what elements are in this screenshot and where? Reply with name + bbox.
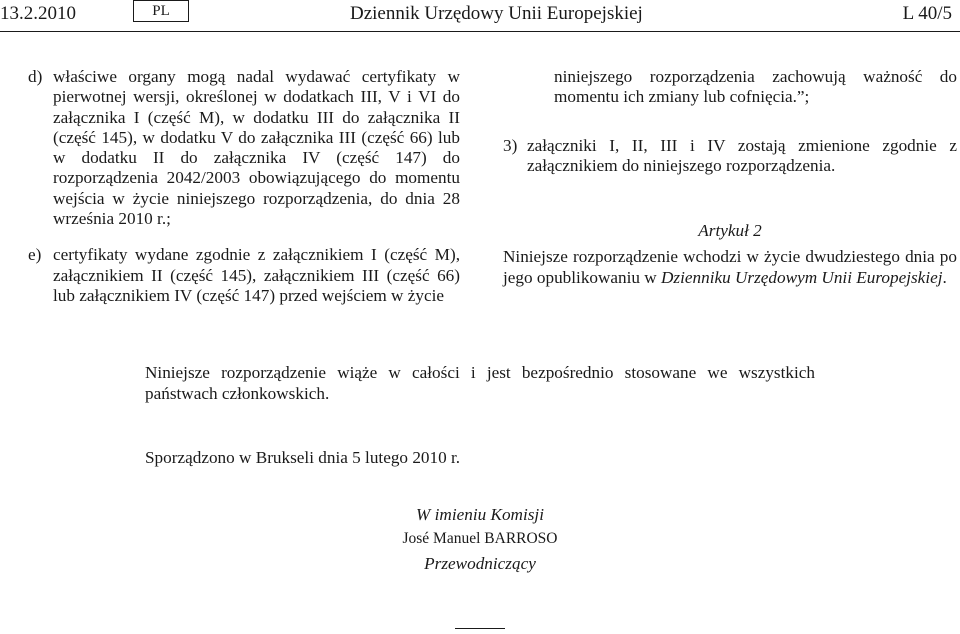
article-text-lead: Niniejsze rozporządzenie wchodzi w życie dwudziestego dnia po jego opublikowaniu w: [503, 247, 957, 287]
article-title: Artykuł 2: [698, 221, 762, 241]
item-label: e): [28, 245, 42, 265]
item-text: certyfikaty wydane zgodnie z załącznikiem I (część M), załącznikiem II (część 145), załącznikiem III (część 66) lub załącznikiem IV (część 147) przed wejściem w życie: [53, 245, 460, 305]
page-reference: L 40/5: [902, 3, 952, 24]
item-e-continuation: niniejszego rozporządzenia zachowują ważność do momentu ich zmiany lub cofnięcia.”;: [554, 67, 957, 107]
item-label: d): [28, 67, 43, 86]
right-column: [503, 67, 957, 288]
signature-on-behalf: W imieniu Komisji: [416, 505, 544, 524]
journal-title: Dziennik Urzędowy Unii Europejskiej: [350, 3, 643, 24]
item-text: właściwe organy mogą nadal wydawać certyfikaty w pierwotnej wersji, określonej w dodatkach III, V i VI do załącznika I (część M), w dodatku III do załącznika II (część 145), w dodatku V do załącznika III (część 66) lub w dodatku II do załącznika IV (część 147) do rozporządzenia 2042/2003 obowiązującego do momentu wejścia w życie niniejszego rozporządzenia, do dnia 28 września 2010 r.;: [53, 67, 460, 229]
done-at: Sporządzono w Brukseli dnia 5 lutego 2010 r.: [145, 448, 461, 467]
list-item-d: [28, 67, 460, 229]
publication-date: 13.2.2010: [0, 3, 76, 24]
footnote-rule: [455, 628, 505, 629]
article-text: [503, 247, 957, 288]
signature-title: Przewodniczący: [424, 554, 536, 573]
list-item-e: [28, 245, 460, 306]
page-header: [0, 0, 960, 30]
header-rule: [0, 31, 960, 32]
list-item-3: [503, 136, 957, 177]
left-column: [28, 67, 460, 306]
journal-name-italic: Dzienniku Urzędowym Unii Europejskiej: [661, 267, 943, 287]
signature-name: José Manuel BARROSO: [402, 530, 558, 547]
language-badge: PL: [133, 0, 189, 22]
binding-clause: Niniejsze rozporządzenie wiąże w całości i jest bezpośrednio stosowane we wszystkich państwach członkowskich.: [145, 363, 815, 403]
article-text-end: .: [942, 267, 947, 287]
item-text: załączniki I, II, III i IV zostają zmienione zgodnie z załącznikiem do niniejszego rozporządzenia.: [527, 135, 957, 175]
item-label: 3): [503, 135, 518, 155]
